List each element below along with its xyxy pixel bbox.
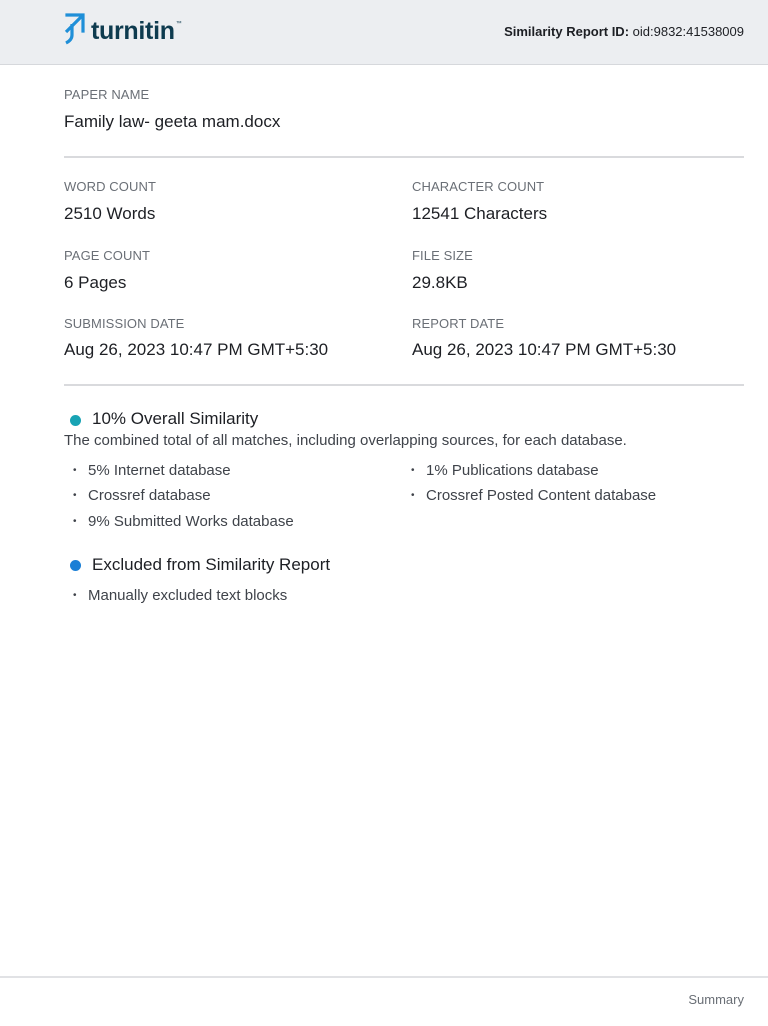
page-count-value: 6 Pages <box>64 273 127 292</box>
report-header <box>0 0 768 65</box>
turnitin-logo <box>63 13 182 49</box>
report-date-value: Aug 26, 2023 10:47 PM GMT+5:30 <box>412 340 677 359</box>
character-count-value: 12541 Characters <box>412 204 548 223</box>
divider-middle <box>64 384 744 386</box>
submission-date-label: SUBMISSION DATE <box>64 316 185 331</box>
submission-date-value: Aug 26, 2023 10:47 PM GMT+5:30 <box>64 340 329 359</box>
bullet-icon: • <box>73 516 77 527</box>
similarity-report-id <box>504 24 744 39</box>
paper-name-value: Family law- geeta mam.docx <box>64 112 281 131</box>
list-item: • Manually excluded text blocks <box>64 587 287 604</box>
report-date-label: REPORT DATE <box>412 316 505 331</box>
excluded-dot-icon <box>70 560 81 571</box>
trademark-symbol: ™ <box>175 21 182 27</box>
similarity-dot-icon <box>70 415 81 426</box>
list-item: • 5% Internet database <box>64 462 231 479</box>
overall-similarity-title: 10% Overall Similarity <box>92 409 259 428</box>
bullet-icon: • <box>73 590 77 601</box>
paper-name-label: PAPER NAME <box>64 87 150 102</box>
excluded-section-title: Excluded from Similarity Report <box>92 555 331 574</box>
turnitin-logo-icon <box>63 13 85 49</box>
list-item: • Crossref Posted Content database <box>402 487 656 504</box>
report-id-value: oid:9832:41538009 <box>632 24 744 39</box>
bullet-icon: • <box>411 465 415 476</box>
similarity-description: The combined total of all matches, including overlapping sources, for each database. <box>64 432 627 449</box>
turnitin-logo-text: turnitin <box>91 17 175 45</box>
bullet-icon: • <box>411 490 415 501</box>
page-footer <box>0 976 768 1026</box>
bullet-icon: • <box>73 465 77 476</box>
footer-summary-label: Summary <box>688 992 744 1007</box>
word-count-value: 2510 Words <box>64 204 156 223</box>
bullet-icon: • <box>73 490 77 501</box>
file-size-value: 29.8KB <box>412 273 468 292</box>
character-count-label: CHARACTER COUNT <box>412 179 545 194</box>
report-id-label: Similarity Report ID: <box>504 24 630 39</box>
list-item: • 9% Submitted Works database <box>64 513 294 530</box>
list-item: • Crossref database <box>64 487 211 504</box>
word-count-label: WORD COUNT <box>64 179 156 194</box>
list-item: • 1% Publications database <box>402 462 599 479</box>
file-size-label: FILE SIZE <box>412 248 473 263</box>
divider-top <box>64 156 744 158</box>
page-count-label: PAGE COUNT <box>64 248 150 263</box>
